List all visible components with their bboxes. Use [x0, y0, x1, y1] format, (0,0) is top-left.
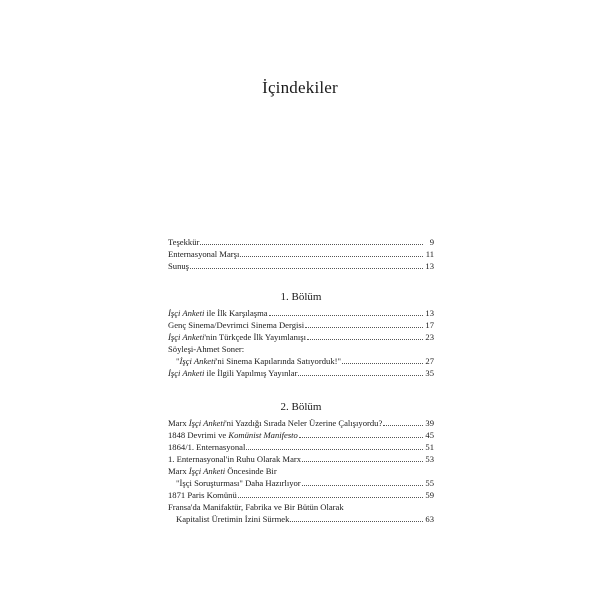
toc-entry-text: Kapitalist Üretimin İzini Sürmek — [176, 514, 290, 524]
page-number: 39 — [425, 418, 434, 428]
text-segment: 'ni Yazdığı Sırada Neler Üzerine Çalışıyordu? — [225, 418, 383, 428]
leader-dots — [290, 513, 423, 522]
toc-entry-text — [168, 417, 382, 429]
toc-entry-text: 1864/1. Enternasyonal — [168, 442, 246, 452]
leader-dots — [190, 260, 423, 269]
toc-entry[interactable] — [168, 307, 434, 319]
leader-dots — [307, 331, 423, 340]
leader-dots — [240, 248, 423, 257]
toc-entry-text — [168, 429, 298, 441]
toc-part-1 — [168, 290, 434, 379]
toc-entry-line[interactable]: Fransa'da Manifaktür, Fabrika ve Bir Bütün Olarak — [168, 502, 344, 512]
page-number: 17 — [425, 320, 434, 330]
italic-title: Komünist Manifesto — [228, 430, 298, 440]
leader-dots — [200, 236, 423, 245]
leader-dots — [383, 417, 423, 426]
toc-entry-text: Sunuş — [168, 261, 190, 271]
toc-entry-line[interactable] — [168, 465, 434, 477]
toc-entry-text — [168, 307, 268, 319]
text-segment: ile İlk Karşılaşma — [204, 308, 268, 318]
page-number: 23 — [425, 332, 434, 342]
page-number: 55 — [425, 478, 434, 488]
italic-title: İşçi Anketi — [179, 356, 216, 366]
text-segment: Öncesinde Bir — [225, 466, 277, 476]
page-number: 11 — [425, 249, 434, 259]
italic-title: İşçi Anketi — [168, 308, 205, 318]
toc-entry[interactable] — [168, 477, 434, 489]
leader-dots — [302, 477, 423, 486]
toc-entry-text: Genç Sinema/Devrimci Sinema Dergisi — [168, 320, 305, 330]
page-number: 27 — [425, 356, 434, 366]
text-segment: Marx — [168, 418, 189, 428]
leader-dots — [299, 429, 423, 438]
leader-dots — [238, 489, 423, 498]
leader-dots — [298, 367, 423, 376]
toc-front-matter — [168, 236, 434, 272]
toc-entry-text — [168, 367, 297, 379]
toc-entry-tesekkur[interactable] — [168, 236, 434, 248]
text-segment: 'nin Türkçede İlk Yayımlanışı — [204, 332, 306, 342]
toc-entry[interactable] — [168, 355, 434, 367]
toc-entry-sunus[interactable] — [168, 260, 434, 272]
leader-dots — [305, 319, 423, 328]
text-segment: ile İlgili Yapılmış Yayınlar — [204, 368, 298, 378]
toc-entry[interactable] — [168, 489, 434, 501]
toc-entry-enternasyonal-marsi[interactable] — [168, 248, 434, 260]
italic-title: İşçi Anketi — [168, 332, 205, 342]
leader-dots — [246, 441, 423, 450]
toc-entry-text — [176, 355, 341, 367]
toc-entry-text: 1. Enternasyonal'in Ruhu Olarak Marx — [168, 454, 302, 464]
text-segment: 1848 Devrimi ve — [168, 430, 229, 440]
text-segment: " — [176, 356, 180, 366]
toc-entry-text: "İşçi Soruşturması" Daha Hazırlıyor — [176, 478, 301, 488]
italic-title: İşçi Anketi — [168, 368, 205, 378]
italic-title: İşçi Anketi — [188, 466, 226, 476]
page-number: 35 — [425, 368, 434, 378]
page-number: 59 — [425, 490, 434, 500]
toc-entry[interactable] — [168, 453, 434, 465]
text-segment: Marx — [168, 466, 189, 476]
page-number: 53 — [425, 454, 434, 464]
toc-entry[interactable] — [168, 319, 434, 331]
leader-dots — [342, 355, 423, 364]
text-segment: 'ni Sinema Kapılarında Satıyorduk!" — [215, 356, 341, 366]
toc-entry-text: Teşekkür — [168, 237, 200, 247]
toc-entry[interactable] — [168, 331, 434, 343]
page-number: 13 — [425, 308, 434, 318]
toc-entry[interactable] — [168, 417, 434, 429]
leader-dots — [269, 307, 423, 316]
toc-entry[interactable] — [168, 429, 434, 441]
section-heading: 2. Bölüm — [280, 401, 322, 413]
toc-entry[interactable] — [168, 441, 434, 453]
page-title: İçindekiler — [262, 78, 338, 97]
page-number: 9 — [429, 237, 434, 247]
page-number: 51 — [425, 442, 434, 452]
page-number: 63 — [425, 514, 434, 524]
italic-title: İşçi Anketi — [188, 418, 226, 428]
toc-entry-text: 1871 Paris Komünü — [168, 490, 237, 500]
toc-part-2 — [168, 400, 434, 525]
toc-entry[interactable] — [168, 513, 434, 525]
toc-entry-text — [168, 331, 306, 343]
leader-dots — [302, 453, 423, 462]
toc-entry[interactable] — [168, 367, 434, 379]
section-heading: 1. Bölüm — [280, 291, 322, 303]
page-number: 13 — [425, 261, 434, 271]
page-number: 45 — [425, 430, 434, 440]
toc-entry-text: Enternasyonal Marşı — [168, 249, 240, 259]
toc-entry-line[interactable]: Söyleşi-Ahmet Soner: — [168, 344, 245, 354]
